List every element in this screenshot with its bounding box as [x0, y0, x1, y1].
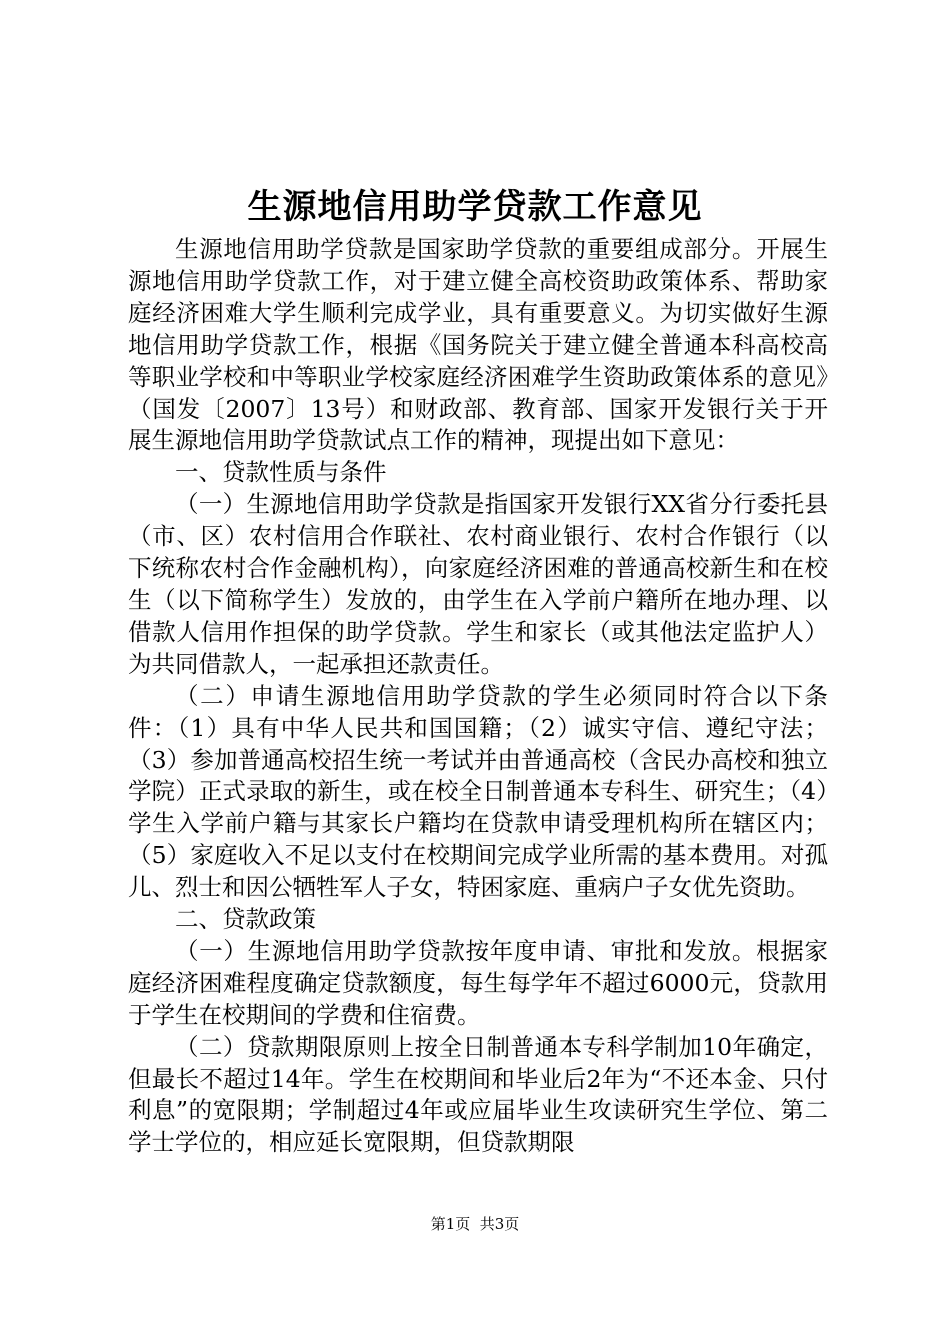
- page-number: 第1页 共3页: [430, 1215, 520, 1233]
- paragraph-intro: 生源地信用助学贷款是国家助学贷款的重要组成部分。开展生源地信用助学贷款工作，对于建立健全高校资助政策体系、帮助家庭经济困难大学生顺利完成学业，具有重要意义。为切实做好生源地信用助学贷款工作，根据《国务院关于建立健全普通本科高校高等职业学校和中等职业学校家庭经济困难学生资助政策体系的意见》（国发〔2007〕13号）和财政部、教育部、国家开发银行关于开展生源地信用助学贷款试点工作的精神，现提出如下意见：: [128, 235, 828, 455]
- section-heading-loan-policy: 二、贷款政策: [175, 905, 316, 934]
- paragraph-loan-term: （二）贷款期限原则上按全日制普通本专科学制加10年确定，但最长不超过14年。学生在校期间和毕业后2年为“不还本金、只付利息”的宽限期；学制超过4年或应届毕业生攻读研究生学位、第二学士学位的，相应延长宽限期，但贷款期限: [128, 1032, 828, 1157]
- section-heading-loan-nature: 一、贷款性质与条件: [175, 458, 387, 487]
- paragraph-eligibility: （二）申请生源地信用助学贷款的学生必须同时符合以下条件：（1）具有中华人民共和国国籍；（2）诚实守信、遵纪守法；（3）参加普通高校招生统一考试并由普通高校（含民办高校和独立学院）正式录取的新生，或在校全日制普通本专科生、研究生；（4）学生入学前户籍与其家长户籍均在贷款申请受理机构所在辖区内；（5）家庭收入不足以支付在校期间完成学业所需的基本费用。对孤儿、烈士和因公牺牲军人子女，特困家庭、重病户子女优先资助。: [128, 681, 828, 902]
- paragraph-loan-definition: （一）生源地信用助学贷款是指国家开发银行XX省分行委托县（市、区）农村信用合作联社、农村商业银行、农村合作银行（以下统称农村合作金融机构），向家庭经济困难的普通高校新生和在校生（以下简称学生）发放的，由学生在入学前户籍所在地办理、以借款人信用作担保的助学贷款。学生和家长（或其他法定监护人）为共同借款人，一起承担还款责任。: [128, 490, 828, 678]
- document-body: [128, 234, 828, 1159]
- page-footer: [0, 1214, 950, 1234]
- paragraph-loan-amount: （一）生源地信用助学贷款按年度申请、审批和发放。根据家庭经济困难程度确定贷款额度，每生每学年不超过6000元，贷款用于学生在校期间的学费和住宿费。: [128, 936, 828, 1029]
- document-title: 生源地信用助学贷款工作意见: [247, 187, 703, 227]
